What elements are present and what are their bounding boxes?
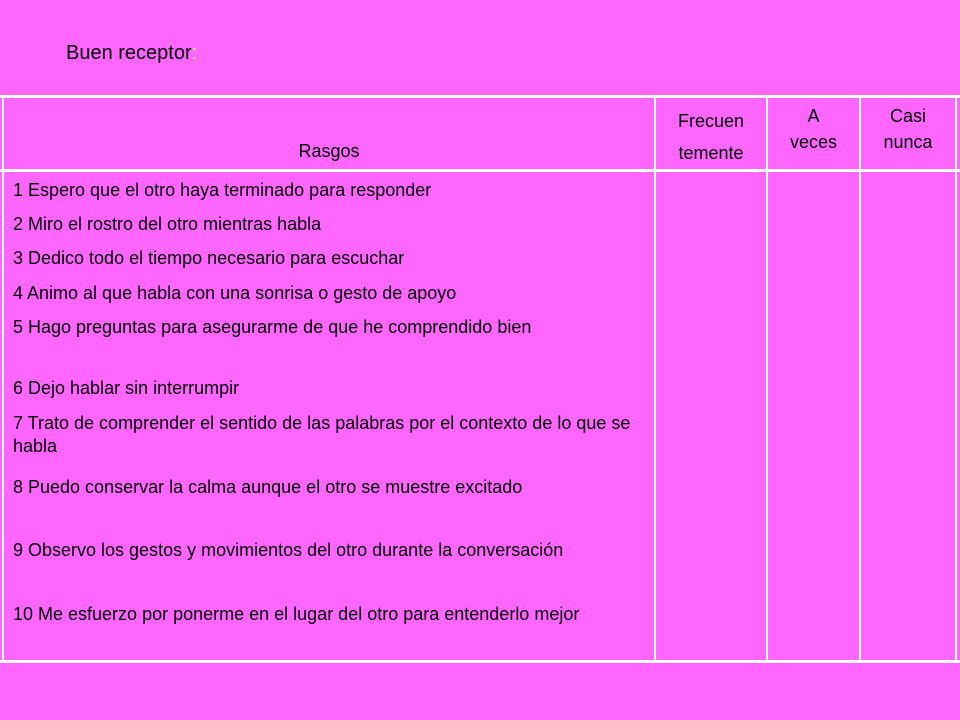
col-divider-1 bbox=[654, 95, 656, 663]
title-text: Buen receptor bbox=[66, 42, 192, 64]
list-item: 1 Espero que el otro haya terminado para responder bbox=[13, 180, 432, 200]
table-header-divider bbox=[0, 169, 960, 172]
table-top-border bbox=[0, 95, 960, 98]
list-item: 6 Dejo hablar sin interrumpir bbox=[13, 378, 240, 398]
header-casi-nunca bbox=[861, 103, 955, 155]
survey-table bbox=[0, 95, 960, 663]
table-right-border bbox=[955, 95, 957, 663]
list-item: 2 Miro el rostro del otro mientras habla bbox=[13, 214, 322, 234]
header-frecuentemente-line2: temente bbox=[678, 143, 744, 163]
header-a-veces-line2: veces bbox=[789, 132, 838, 152]
title-colon: : bbox=[191, 42, 198, 64]
header-frecuentemente bbox=[656, 105, 766, 169]
header-a-veces bbox=[768, 103, 859, 155]
col-divider-2 bbox=[766, 95, 768, 663]
list-item: 10 Me esfuerzo por ponerme en el lugar del otro para entenderlo mejor bbox=[13, 604, 580, 624]
list-item: 5 Hago preguntas para asegurarme de que he comprendido bien bbox=[13, 317, 532, 337]
col-divider-3 bbox=[859, 95, 861, 663]
list-item: 3 Dedico todo el tiempo necesario para escuchar bbox=[13, 248, 405, 268]
header-frecuentemente-line1: Frecuen bbox=[677, 111, 745, 131]
table-bottom-border bbox=[0, 660, 960, 663]
list-item: 4 Animo al que habla con una sonrisa o gesto de apoyo bbox=[13, 283, 457, 303]
list-item: 7 Trato de comprender el sentido de las palabras por el contexto de lo que se habla bbox=[13, 413, 631, 456]
header-casi-nunca-line1: Casi bbox=[889, 106, 926, 126]
header-casi-nunca-line2: nunca bbox=[883, 132, 933, 152]
page-title bbox=[66, 40, 197, 66]
list-item: 8 Puedo conservar la calma aunque el otro se muestre excitado bbox=[13, 477, 523, 497]
table-left-border bbox=[2, 95, 4, 663]
list-item: 9 Observo los gestos y movimientos del otro durante la conversación bbox=[13, 540, 564, 560]
header-rasgos: Rasgos bbox=[298, 141, 360, 161]
header-a-veces-line1: A bbox=[807, 106, 820, 126]
